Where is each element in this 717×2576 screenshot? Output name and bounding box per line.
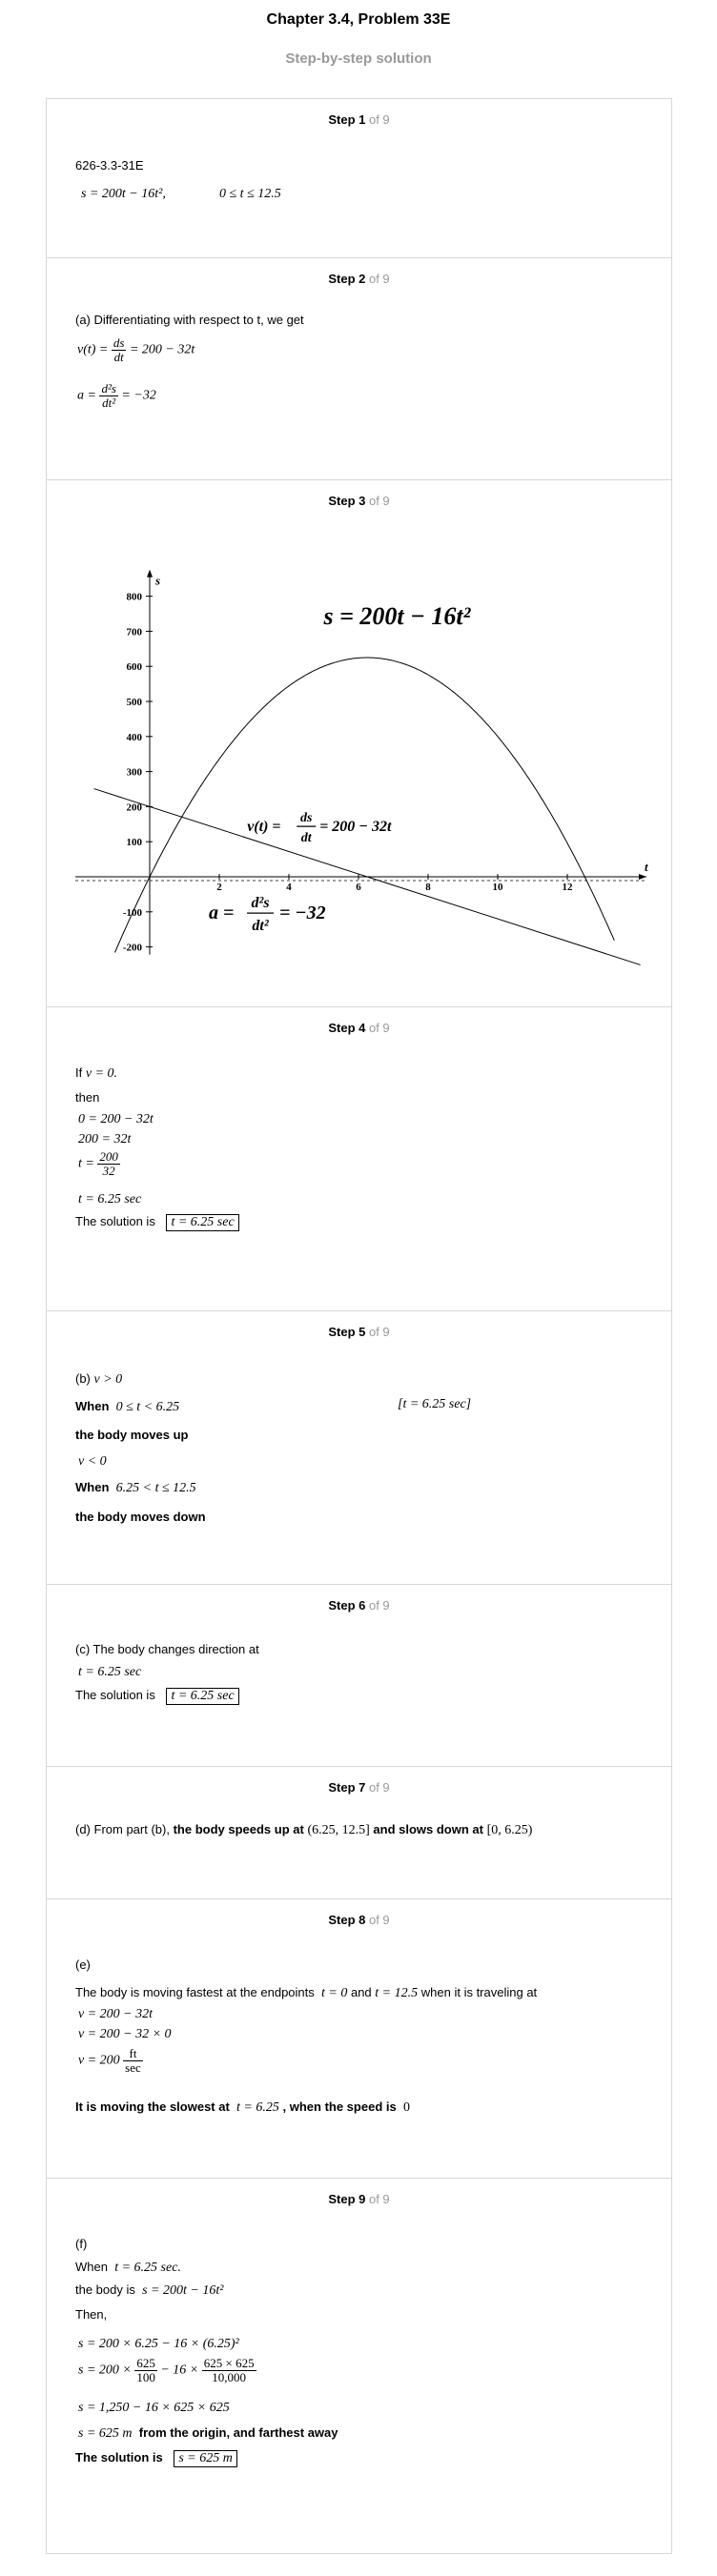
step-text: (c) The body changes direction at: [75, 1642, 259, 1656]
solution-box: t = 6.25 sec: [166, 1688, 238, 1705]
solution-panel: [46, 98, 672, 2554]
step-7: [47, 1767, 671, 1899]
step-text: (a) Differentiating with respect to t, we get: [75, 313, 304, 327]
step-9: [47, 2179, 671, 2552]
moves-up: the body moves up: [75, 1428, 189, 1442]
y-tick-label: 200: [126, 801, 142, 814]
y-axis-arrow: [147, 570, 153, 578]
x-tick-label: 4: [286, 882, 292, 893]
acceleration-label-rhs: = −32: [279, 903, 326, 924]
calc-line: s = 200 × 6.25 − 16 × (6.25)²: [78, 2337, 239, 2351]
step-header: Step 9 of 9: [328, 2192, 390, 2206]
x-tick-label: 8: [425, 882, 431, 893]
y-axis-label: s: [155, 573, 161, 588]
equation-line: t = $\frac{200}{32}$: [78, 1149, 118, 1178]
equation-line: t = 6.25 sec: [78, 1192, 142, 1207]
step-header: Step 7 of 9: [328, 1780, 390, 1795]
part-f: (f): [75, 2237, 88, 2251]
acceleration-equation: a = $\frac{\text{d²s}}{\text{dt²}}$ = −32: [77, 381, 156, 410]
y-tick-label: 600: [126, 661, 142, 674]
solution-box: t = 6.25 sec: [166, 1214, 238, 1231]
calc-line: s = 1,250 − 16 × 625 × 625: [78, 2401, 230, 2415]
acceleration-label-num: d²s: [251, 895, 270, 912]
x-tick-label: 12: [562, 882, 573, 893]
equation-line: 0 = 200 − 32t: [78, 1112, 154, 1126]
x-tick-label: 2: [216, 882, 222, 893]
step-header: Step 3 of 9: [328, 494, 390, 508]
then-label: Then,: [75, 2307, 108, 2322]
problem-code: 626-3.3-31E: [75, 158, 144, 172]
page-subtitle: Step-by-step solution: [285, 51, 432, 67]
step-8: [47, 1899, 671, 2179]
v-negative: v < 0: [78, 1454, 107, 1469]
equation-line: v = 200 − 32t: [78, 2007, 153, 2021]
y-tick-label: 300: [126, 766, 142, 779]
calc-line: s = 200 × $\frac{625}{100}$ − 16 × $\frac{625 \times 625}{10,000}$: [78, 2356, 255, 2384]
slowest-line: It is moving the slowest at t = 6.25 , when the speed is 0: [75, 2099, 410, 2115]
solution-line: The solution is t = 6.25 sec: [75, 1214, 239, 1231]
y-tick-label: 500: [126, 697, 142, 708]
moves-down: the body moves down: [75, 1510, 206, 1524]
velocity-label: v(t) =: [247, 819, 281, 836]
step-text: (d) From part (b), the body speeds up at (6.25, 12.5] and slows down at [0, 6.25): [75, 1822, 533, 1837]
domain: 0 ≤ t ≤ 12.5: [219, 187, 281, 201]
step-3: [47, 480, 671, 1007]
y-tick-label: 100: [126, 837, 142, 849]
equation: s = 200t − 16t²,: [81, 187, 166, 201]
step-header: Step 1 of 9: [328, 112, 390, 127]
velocity-label-rhs: = 200 − 32t: [319, 819, 392, 836]
step-header: Step 2 of 9: [328, 272, 390, 286]
page-title: Chapter 3.4, Problem 33E: [266, 11, 451, 28]
y-tick-label: 400: [126, 731, 142, 743]
velocity-label-den: dt: [300, 831, 312, 846]
equation-line: t = 6.25 sec: [78, 1665, 142, 1679]
then-label: then: [75, 1090, 100, 1105]
calc-line: s = 625 m from the origin, and farthest away: [78, 2425, 338, 2441]
velocity-label-num: ds: [299, 811, 313, 826]
y-tick-label: -100: [122, 906, 142, 919]
x-axis-arrow: [639, 874, 646, 880]
equation-line: v = 200 − 32 × 0: [78, 2027, 172, 2041]
when-line: When t = 6.25 sec.: [75, 2260, 181, 2275]
if-line: If v = 0.: [75, 1065, 118, 1081]
step-6: [47, 1585, 671, 1767]
solution-line: The solution is s = 625 m: [75, 2450, 237, 2467]
solution-box: s = 625 m: [174, 2450, 237, 2467]
step-header: Step 6 of 9: [328, 1598, 390, 1613]
step-2: [47, 258, 671, 480]
acceleration-label-den: dt²: [252, 918, 269, 935]
step-text: The body is moving fastest at the endpoints t = 0 and t = 12.5 when it is traveling at: [75, 1985, 538, 2000]
equation-line: 200 = 32t: [78, 1132, 132, 1146]
position-curve: [115, 658, 615, 953]
step-4: [47, 1007, 671, 1311]
step-5: [47, 1311, 671, 1585]
body-line: the body is s = 200t − 16t²: [75, 2282, 224, 2298]
position-label: s = 200t − 16t²: [323, 602, 471, 631]
y-tick-label: 700: [126, 626, 142, 639]
part-b: (b) v > 0: [75, 1371, 123, 1387]
y-tick-label: -200: [122, 942, 142, 954]
x-axis-label: t: [645, 860, 648, 874]
equation-line: v = 200 $\frac{ft}{\sec}$: [78, 2046, 141, 2075]
step-header: Step 4 of 9: [328, 1021, 390, 1035]
step-header: Step 8 of 9: [328, 1913, 390, 1927]
when-line: When 6.25 < t ≤ 12.5: [75, 1480, 196, 1495]
step-1: [47, 99, 671, 258]
y-tick-label: 800: [126, 591, 142, 603]
motion-graph: [47, 518, 671, 1004]
solution-line: The solution is t = 6.25 sec: [75, 1688, 239, 1705]
x-tick-label: 6: [356, 882, 361, 893]
velocity-equation: v(t) = $\frac{ds}{dt}$ = 200 − 32t: [77, 335, 195, 364]
bracket-note: [t = 6.25 sec]: [398, 1397, 472, 1411]
part-e: (e): [75, 1957, 91, 1972]
when-line: When 0 ≤ t < 6.25: [75, 1399, 180, 1414]
step-header: Step 5 of 9: [328, 1325, 390, 1339]
x-tick-label: 10: [492, 882, 503, 893]
acceleration-label: a =: [209, 903, 235, 924]
